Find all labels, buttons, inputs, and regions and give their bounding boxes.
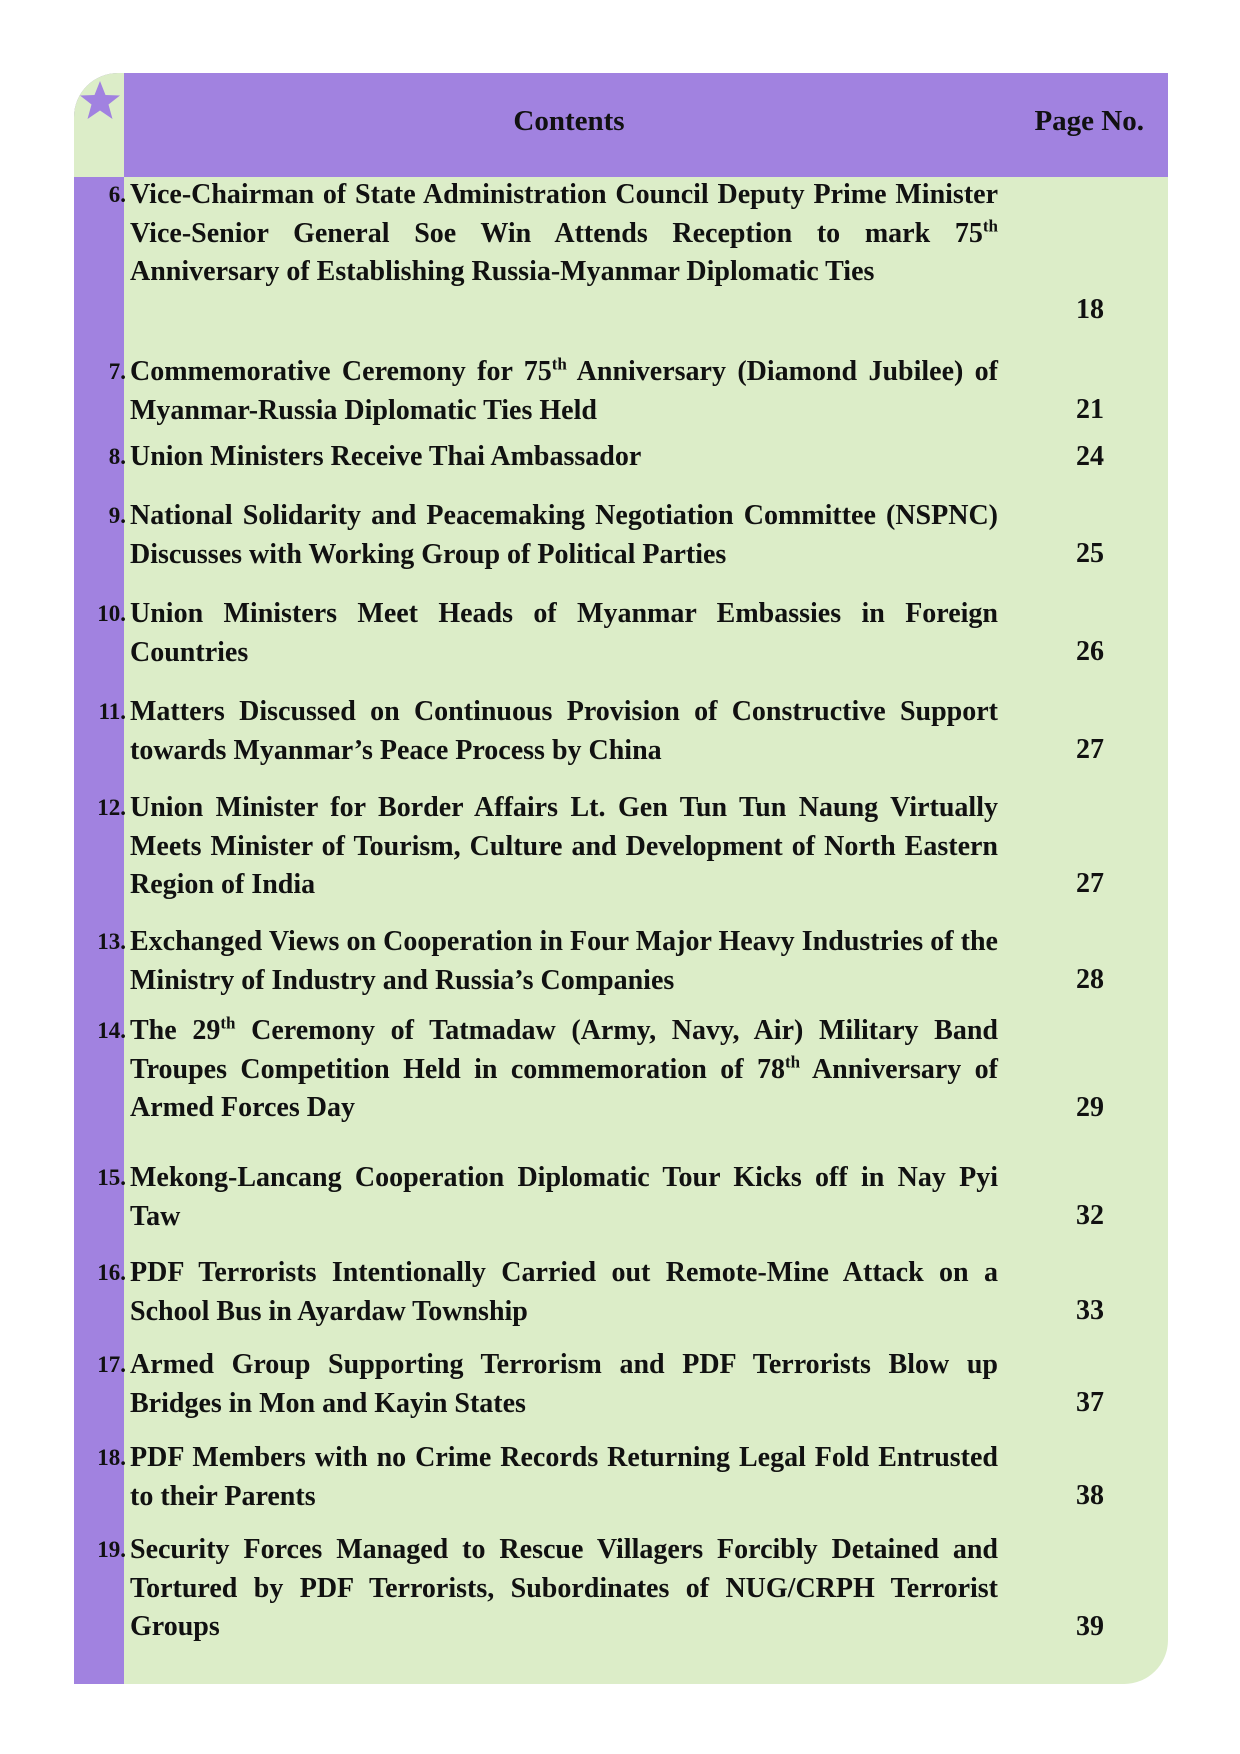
entry-title: Security Forces Managed to Rescue Villagers Forcibly Detained and Tortured by PDF Terrorists, Subordinates of NUG/CRPH Terrorist Groups bbox=[130, 1534, 998, 1642]
entry-title: Matters Discussed on Continuous Provision of Constructive Support towards Myanmar’s Peace Process by China bbox=[130, 696, 998, 766]
entry-title: PDF Members with no Crime Records Returning Legal Fold Entrusted to their Parents bbox=[130, 1442, 998, 1512]
entry-title: Union Ministers Receive Thai Ambassador bbox=[130, 441, 642, 472]
entry-page: 18 bbox=[1076, 294, 1104, 325]
entry-title: Exchanged Views on Cooperation in Four Major Heavy Industries of the Ministry of Industry and Russia’s Companies bbox=[130, 926, 998, 996]
entry-page: 39 bbox=[1076, 1611, 1104, 1642]
entry-number: 19. bbox=[97, 1537, 126, 1562]
entry-page: 25 bbox=[1076, 538, 1104, 569]
entry-number: 18. bbox=[97, 1445, 126, 1470]
contents-heading: Contents bbox=[513, 105, 625, 137]
star-icon bbox=[78, 79, 122, 123]
entry-title bbox=[130, 176, 998, 292]
table-header bbox=[124, 73, 1168, 177]
entry-page: 29 bbox=[1076, 1092, 1104, 1123]
entry-number: 11. bbox=[98, 699, 126, 724]
entry-title: Union Minister for Border Affairs Lt. Gen Tun Tun Naung Virtually Meets Minister of Tourism, Culture and Development of North Eastern Region of India bbox=[130, 792, 998, 900]
superscript: th bbox=[982, 216, 998, 236]
superscript: th bbox=[784, 1052, 801, 1072]
entry-title-part: Anniversary (Diamond Jubilee) of Myanmar-Russia Diplomatic Ties Held bbox=[130, 356, 998, 426]
entry-title-part: Vice-Chairman of State Administration Council Deputy Prime Minister Vice-Senior General Soe Win Attends Reception to mark 75 bbox=[130, 179, 998, 249]
star-cell bbox=[74, 73, 124, 177]
entry-page: 27 bbox=[1076, 868, 1104, 899]
entry-page: 38 bbox=[1076, 1480, 1104, 1511]
entry-number: 9. bbox=[108, 503, 126, 528]
entry-title: National Solidarity and Peacemaking Negotiation Committee (NSPNC) Discusses with Working Group of Political Parties bbox=[130, 500, 998, 570]
entry-number: 16. bbox=[97, 1260, 126, 1285]
superscript: th bbox=[551, 354, 567, 374]
entry-page: 32 bbox=[1076, 1200, 1104, 1231]
entry-page: 28 bbox=[1076, 964, 1104, 995]
entry-number: 8. bbox=[108, 444, 126, 469]
entry-title: PDF Terrorists Intentionally Carried out Remote-Mine Attack on a School Bus in Ayardaw Township bbox=[130, 1257, 998, 1327]
superscript: th bbox=[220, 1013, 236, 1033]
entry-number: 14. bbox=[97, 1018, 126, 1043]
entry-number: 7. bbox=[108, 359, 126, 384]
entry-number: 6. bbox=[108, 182, 126, 207]
entry-page: 24 bbox=[1076, 441, 1104, 472]
entry-number: 13. bbox=[97, 929, 126, 954]
entry-title-part: Anniversary of Establishing Russia-Myanmar Diplomatic Ties bbox=[130, 256, 875, 287]
entry-number: 15. bbox=[97, 1165, 126, 1190]
entry-title: Union Ministers Meet Heads of Myanmar Embassies in Foreign Countries bbox=[130, 598, 998, 668]
entry-title: Armed Group Supporting Terrorism and PDF Terrorists Blow up Bridges in Mon and Kayin States bbox=[130, 1349, 998, 1419]
entry-number: 10. bbox=[97, 601, 126, 626]
entry-number: 17. bbox=[97, 1352, 126, 1377]
contents-panel bbox=[74, 73, 1168, 1684]
entry-page: 21 bbox=[1076, 394, 1104, 425]
entry-title-part: Ceremony of Tatmadaw (Army, Navy, Air) Military Band Troupes Competition Held in commemoration of 78 bbox=[130, 1015, 998, 1085]
entry-page: 37 bbox=[1076, 1387, 1104, 1418]
entry-number: 12. bbox=[97, 795, 126, 820]
entry-title bbox=[130, 1012, 998, 1128]
entry-page: 33 bbox=[1076, 1295, 1104, 1326]
entry-title bbox=[130, 353, 998, 430]
entry-title-part: Anniversary of Armed Forces Day bbox=[130, 1053, 999, 1123]
entry-page: 27 bbox=[1076, 734, 1104, 765]
page-no-heading: Page No. bbox=[1034, 105, 1144, 137]
entry-page: 26 bbox=[1076, 636, 1104, 667]
entry-title-part: The 29 bbox=[130, 1015, 221, 1046]
entry-title-part: Commemorative Ceremony for 75 bbox=[130, 356, 552, 387]
entry-title: Mekong-Lancang Cooperation Diplomatic Tour Kicks off in Nay Pyi Taw bbox=[130, 1162, 998, 1232]
